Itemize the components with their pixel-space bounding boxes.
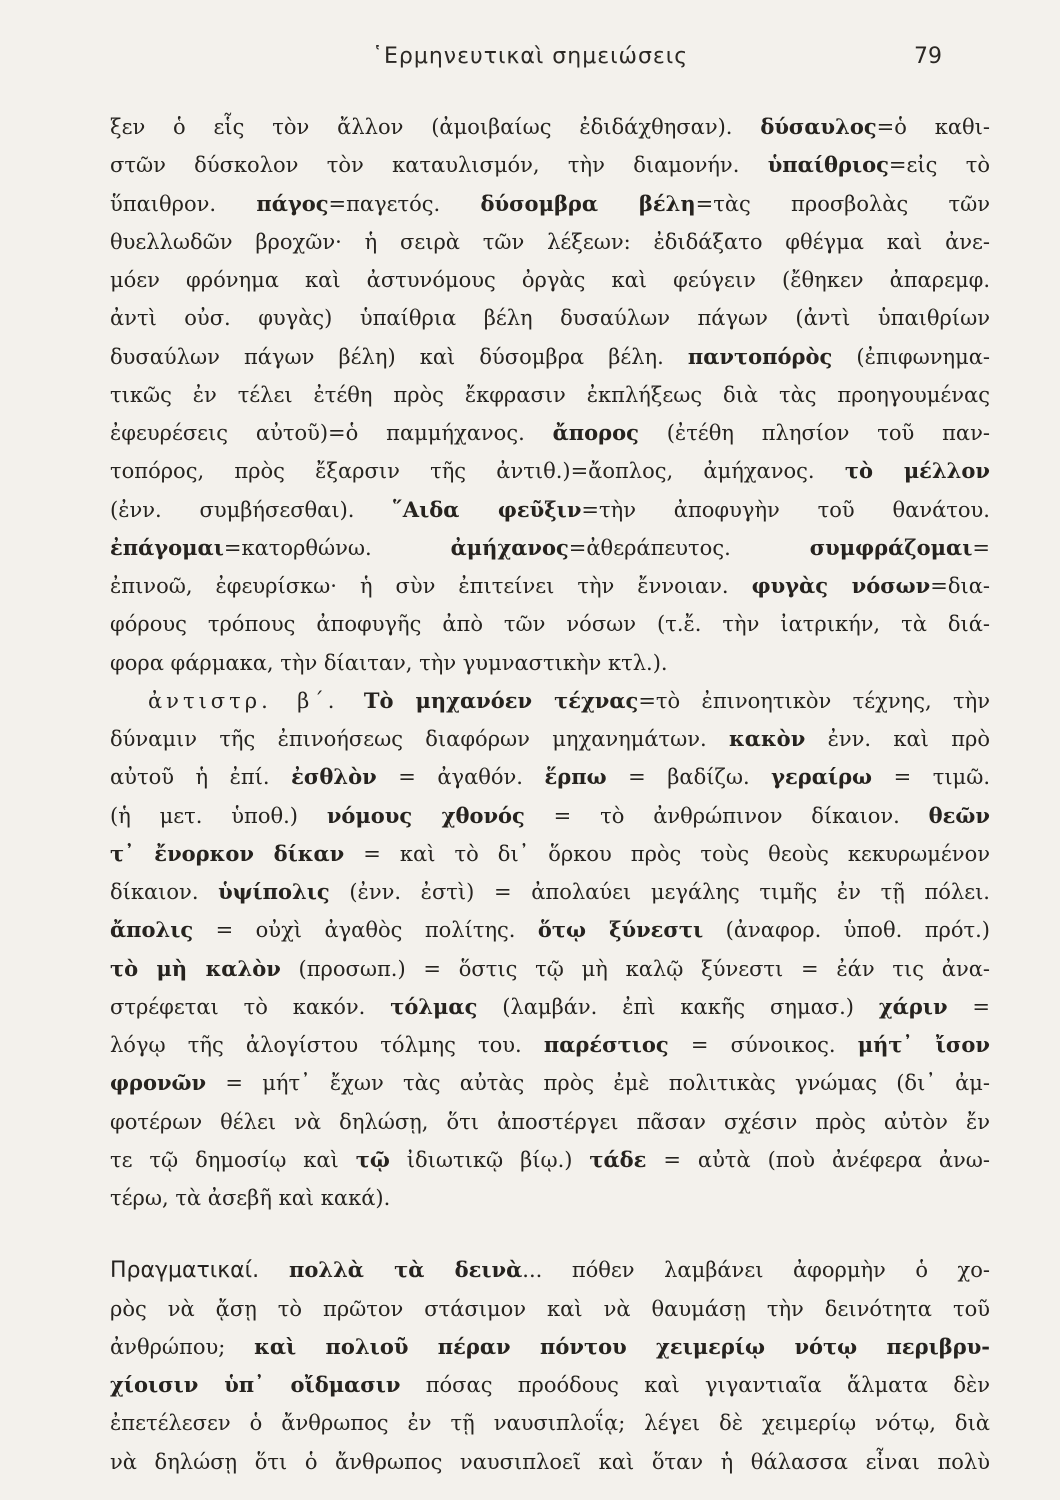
lemma-term: φυγὰς νόσων	[751, 573, 931, 598]
text-segment: μόεν φρόνημα καὶ ἀστυνόμους ὀργὰς καὶ φεύγειν (ἔθηκεν ἀπαρεμφ.	[110, 268, 990, 292]
text-line	[110, 1179, 990, 1217]
lemma-term: Τὸ μηχανόεν τέχνας	[363, 687, 639, 713]
text-segment: =εἰς τὸ	[888, 153, 990, 178]
text-segment: = βαδίζω.	[606, 765, 772, 790]
lemma-term: δύσομβρα βέλη	[480, 190, 696, 216]
text-line	[110, 567, 990, 605]
text-line	[110, 835, 990, 873]
text-segment: =τὰς προσβολὰς τῶν	[695, 191, 990, 216]
text-segment: ἀνθρώπου;	[110, 1334, 255, 1359]
lemma-term: ἄπορος	[552, 420, 639, 445]
text-segment: ρὸς νὰ ᾄσῃ τὸ πρῶτον στάσιμον καὶ νὰ θαυμάσῃ τὴν δεινότητα τοῦ	[110, 1296, 990, 1321]
text-line	[110, 988, 990, 1026]
text-segment: =ἀθεράπευτος.	[568, 535, 810, 560]
lemma-term: νόμους χθονός	[326, 802, 525, 828]
text-segment: ἐπινοῶ, ἐφευρίσκω· ἡ σὺν ἐπιτείνει τὴν ἔννοιαν.	[110, 574, 752, 598]
text-segment: = ἀγαθόν.	[376, 765, 545, 790]
text-segment: ἐφευρέσεις αὐτοῦ)=ὁ παμμήχανος.	[110, 421, 553, 445]
lemma-term: παρέστιος	[543, 1032, 669, 1057]
lemma-term: ἐσθλὸν	[291, 764, 377, 790]
text-line	[110, 1328, 990, 1366]
text-line	[110, 1064, 990, 1102]
text-line	[110, 414, 990, 452]
text-segment: = τὸ ἀνθρώπινον δίκαιον.	[524, 803, 929, 828]
text-line	[110, 950, 990, 988]
running-title: ῾Ερμηνευτικαὶ σημειώσεις	[372, 44, 689, 69]
text-segment: =ὁ καθι-	[876, 115, 990, 139]
text-segment: τε τῷ δημοσίῳ καὶ	[110, 1147, 356, 1172]
lemma-term: ὑπαίθριος	[767, 152, 889, 178]
text-segment: πόσας προόδους καὶ γιγαντιαῖα ἅλματα δὲν	[400, 1373, 990, 1397]
text-line	[110, 223, 990, 261]
lemma-term: καὶ πολιοῦ πέραν πόντου χειμερίῳ νότῳ περιβρυ-	[254, 1333, 990, 1359]
text-line	[110, 338, 990, 376]
text-segment: δυσαύλων πάγων βέλη) καὶ δύσομβρα βέλη.	[110, 344, 688, 369]
text-segment: (προσωπ.) = ὅστις τῷ μὴ καλῷ ξύνεστι = ἐάν τις ἀνα-	[280, 956, 990, 981]
text-segment: = αὐτὰ (ποὺ ἀνέφερα ἀνω-	[646, 1147, 990, 1172]
lemma-term: συμφράζομαι	[809, 534, 973, 560]
text-line	[110, 605, 990, 643]
text-segment: θυελλωδῶν βροχῶν· ἡ σειρὰ τῶν λέξεων: ἐδιδάξατο φθέγμα καὶ ἀνε-	[110, 229, 990, 254]
text-line	[110, 185, 990, 223]
text-segment: αὐτοῦ ἡ ἐπί.	[110, 765, 292, 790]
text-segment: νὰ δηλώσῃ ὅτι ὁ ἄνθρωπος ναυσιπλοεῖ καὶ ὅταν ἡ θάλασσα εἶναι πολὺ	[110, 1449, 990, 1474]
text-segment: ξεν ὁ εἷς τὸν ἄλλον (ἀμοιβαίως ἐδιδάχθησαν).	[110, 115, 761, 139]
text-segment: = τιμῶ.	[872, 765, 990, 790]
lemma-term: ὑψίπολις	[218, 879, 330, 904]
text-line	[110, 108, 990, 146]
commentary-text	[110, 108, 990, 1481]
text-segment: (ἐνν. συμβήσεσθαι).	[110, 497, 393, 522]
text-line	[110, 376, 990, 414]
lemma-term: τόλμας	[390, 993, 478, 1019]
lemma-term: πάγος	[256, 190, 329, 216]
text-segment: δίκαιον.	[110, 880, 219, 904]
text-line	[110, 1251, 990, 1289]
lemma-term: ἐπάγομαι	[110, 534, 224, 560]
text-segment: τοπόρος, πρὸς ἔξαρσιν τῆς ἀντιθ.)=ἄοπλος, ἀμήχανος.	[110, 459, 845, 484]
lemma-term: ἄπολις	[110, 917, 194, 943]
text-line	[110, 299, 990, 337]
lemma-term: ῞Αιδα φεῦξιν	[392, 496, 582, 522]
text-segment: =κατορθώνω.	[223, 535, 451, 560]
lemma-term: παντοπόρὸς	[687, 343, 833, 369]
lemma-term: γεραίρω	[771, 764, 873, 790]
lemma-term: τ᾿ ἔνορκον δίκαν	[110, 840, 345, 866]
text-line	[110, 1026, 990, 1064]
text-segment: =	[947, 994, 990, 1019]
text-line	[110, 682, 990, 720]
text-line	[110, 491, 990, 529]
lemma-term: ἀμήχανος	[450, 534, 569, 560]
page-number: 79	[914, 44, 942, 69]
lemma-term: χάριν	[878, 993, 948, 1019]
text-segment: =δια-	[930, 574, 990, 598]
text-segment: στρέφεται τὸ κακόν.	[110, 994, 391, 1019]
text-segment: (ἡ μετ. ὑποθ.)	[110, 803, 327, 828]
text-line	[110, 758, 990, 796]
strophe-label: ἀντιστρ. β΄.	[148, 688, 364, 713]
lemma-term: τὸ μὴ καλὸν	[110, 955, 281, 981]
lemma-term: θεῶν	[928, 802, 990, 828]
text-line	[110, 1443, 990, 1481]
text-segment: φοτέρων θέλει νὰ δηλώσῃ, ὅτι ἀποστέργει πᾶσαν σχέσιν πρὸς αὐτὸν ἔν	[110, 1109, 990, 1134]
text-segment: ἐνν. καὶ πρὸ	[805, 727, 990, 751]
lemma-term: πολλὰ τὰ δεινὰ	[288, 1257, 523, 1283]
lemma-term: μήτ᾿ ἴσον	[857, 1032, 990, 1057]
lemma-term: τῷ	[355, 1146, 390, 1172]
text-segment: λόγῳ τῆς ἀλογίστου τόλμης του.	[110, 1033, 544, 1057]
lemma-term: τάδε	[589, 1146, 647, 1172]
text-line	[110, 644, 990, 682]
text-segment: φορα φάρμακα, τὴν δίαιταν, τὴν γυμναστικὴν κτλ.).	[110, 650, 668, 675]
text-line	[110, 1404, 990, 1442]
lemma-term: δύσαυλος	[760, 114, 877, 139]
text-segment: = σύνοικος.	[668, 1033, 858, 1057]
text-segment: ἐπετέλεσεν ὁ ἄνθρωπος ἐν τῇ ναυσιπλοΐᾳ; λέγει δὲ χειμερίῳ νότῳ, διὰ	[110, 1411, 990, 1436]
text-line	[110, 146, 990, 184]
text-segment: (ἐτέθη πλησίον τοῦ παν-	[638, 421, 990, 445]
text-segment: = μήτ᾿ ἔχων τὰς αὐτὰς πρὸς ἐμὲ πολιτικὰς γνώμας (δι᾿ ἀμ-	[206, 1071, 990, 1096]
lemma-term: ὅτῳ ξύνεστι	[537, 917, 704, 943]
text-line	[110, 261, 990, 299]
text-segment: ὕπαιθρον.	[110, 191, 257, 216]
section-heading: Πραγματικαί.	[110, 1258, 289, 1284]
text-line	[110, 797, 990, 835]
lemma-term: ἕρπω	[544, 764, 607, 790]
lemma-term: χίοισιν ὑπ᾿ οἴδμασιν	[110, 1372, 401, 1397]
lemma-term: κακὸν	[729, 726, 806, 751]
text-line	[110, 452, 990, 490]
text-segment: (λαμβάν. ἐπὶ κακῆς σημασ.)	[477, 994, 879, 1019]
text-segment: (ἐπιφωνημα-	[832, 344, 990, 369]
text-segment: = καὶ τὸ δι᾿ ὅρκου πρὸς τοὺς θεοὺς κεκυρωμένον	[344, 841, 990, 866]
text-segment: φόρους τρόπους ἀποφυγῆς ἀπὸ τῶν νόσων (τ.ἔ. τὴν ἰατρικήν, τὰ διά-	[110, 612, 990, 637]
running-header	[0, 44, 1060, 84]
text-line	[110, 720, 990, 758]
text-segment: στῶν δύσκολον τὸν καταυλισμόν, τὴν διαμονήν.	[110, 153, 768, 178]
text-segment: τέρω, τὰ ἀσεβῆ καὶ κακά).	[110, 1186, 391, 1210]
text-line	[110, 1103, 990, 1141]
text-segment: =παγετός.	[328, 191, 481, 216]
text-segment: =τὴν ἀποφυγὴν τοῦ θανάτου.	[581, 497, 990, 522]
lemma-term: φρονῶν	[110, 1070, 207, 1096]
text-line	[110, 911, 990, 949]
text-segment: ἰδιωτικῷ βίῳ.)	[389, 1147, 590, 1172]
text-line	[110, 529, 990, 567]
text-segment: = οὐχὶ ἀγαθὸς πολίτης.	[193, 918, 538, 943]
text-line	[110, 1141, 990, 1179]
text-line	[110, 1366, 990, 1404]
lemma-term: τὸ μέλλον	[844, 458, 990, 484]
text-segment: δύναμιν τῆς ἐπινοήσεως διαφόρων μηχανημάτων.	[110, 727, 730, 751]
text-segment: τικῶς ἐν τέλει ἐτέθη πρὸς ἔκφρασιν ἐκπλήξεως διὰ τὰς προηγουμένας	[110, 382, 990, 407]
text-segment: =τὸ ἐπινοητικὸν τέχνης, τὴν	[638, 688, 990, 713]
text-line	[110, 873, 990, 911]
text-segment: ... πόθεν λαμβάνει ἀφορμὴν ὁ χο-	[522, 1258, 990, 1283]
text-segment: ἀντὶ οὐσ. φυγὰς) ὑπαίθρια βέλη δυσαύλων πάγων (ἀντὶ ὑπαιθρίων	[110, 306, 990, 331]
text-segment: (ἐνν. ἐστὶ) = ἀπολαύει μεγάλης τιμῆς ἐν τῇ πόλει.	[329, 880, 990, 904]
text-line	[110, 1290, 990, 1328]
text-segment: (ἀναφορ. ὑποθ. πρότ.)	[703, 918, 990, 943]
text-segment: =	[972, 535, 990, 560]
